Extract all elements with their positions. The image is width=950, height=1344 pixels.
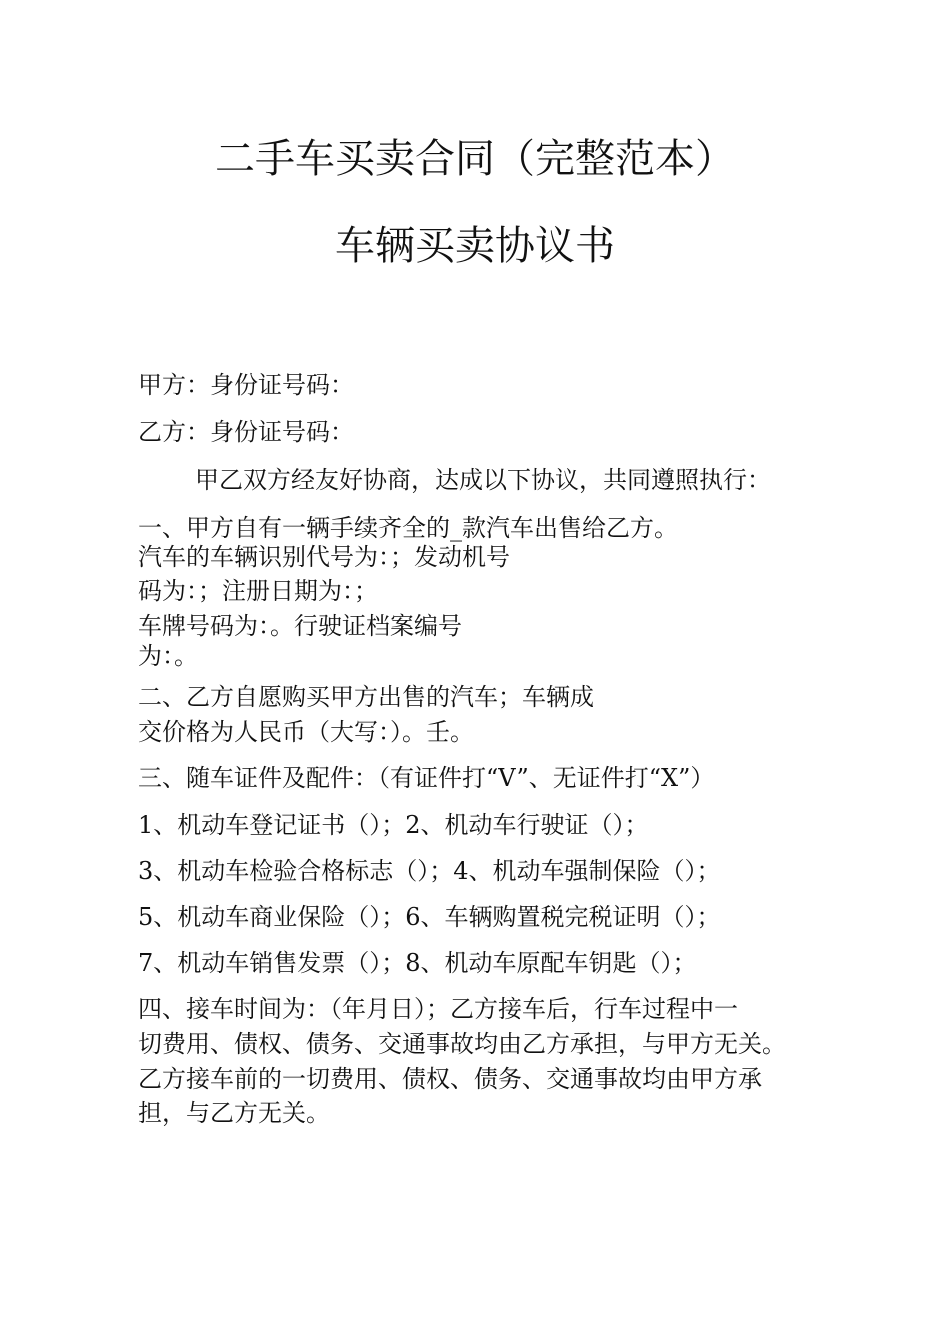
clause-4-line-4: 担，与乙方无关。 <box>138 1099 330 1127</box>
preamble-paragraph: 甲乙双方经友好协商，达成以下协议，共同遵照执行： <box>195 466 771 494</box>
documents-list-row-2: 3、机动车检验合格标志（）；4、机动车强制保险（）； <box>138 857 721 885</box>
clause-3-heading: 三、随车证件及配件：（有证件打“V”、无证件打“X”） <box>138 764 715 792</box>
clause-2-line-2: 交价格为人民币（大写：）。壬。 <box>138 718 474 746</box>
clause-1-line-2: 汽车的车辆识别代号为：；发动机号 <box>138 543 510 571</box>
clause-2-line-1: 二、乙方自愿购买甲方出售的汽车；车辆成 <box>138 683 594 711</box>
clause-1-line-1: 一、甲方自有一辆手续齐全的_款汽车出售给乙方。 <box>138 514 678 542</box>
clause-1-line-5: 为：。 <box>138 642 198 670</box>
clause-4-line-2: 切费用、债权、债务、交通事故均由乙方承担，与甲方无关。 <box>138 1030 786 1058</box>
party-a-line: 甲方：身份证号码： <box>138 371 354 399</box>
documents-list-row-3: 5、机动车商业保险（）；6、车辆购置税完税证明（）； <box>138 903 721 931</box>
party-b-line: 乙方：身份证号码： <box>138 418 354 446</box>
documents-list-row-1: 1、机动车登记证书（）；2、机动车行驶证（）； <box>138 811 649 839</box>
documents-list-row-4: 7、机动车销售发票（）；8、机动车原配车钥匙（）； <box>138 949 697 977</box>
clause-4-line-3: 乙方接车前的一切费用、债权、债务、交通事故均由甲方承 <box>138 1065 762 1093</box>
clause-4-line-1: 四、接车时间为：（年月日）；乙方接车后，行车过程中一 <box>138 995 738 1023</box>
document-title: 二手车买卖合同（完整范本） <box>215 136 735 182</box>
clause-1-line-3: 码为：；注册日期为：； <box>138 577 378 605</box>
document-subtitle: 车辆买卖协议书 <box>335 223 615 269</box>
clause-1-line-4: 车牌号码为：。行驶证档案编号 <box>138 612 462 640</box>
